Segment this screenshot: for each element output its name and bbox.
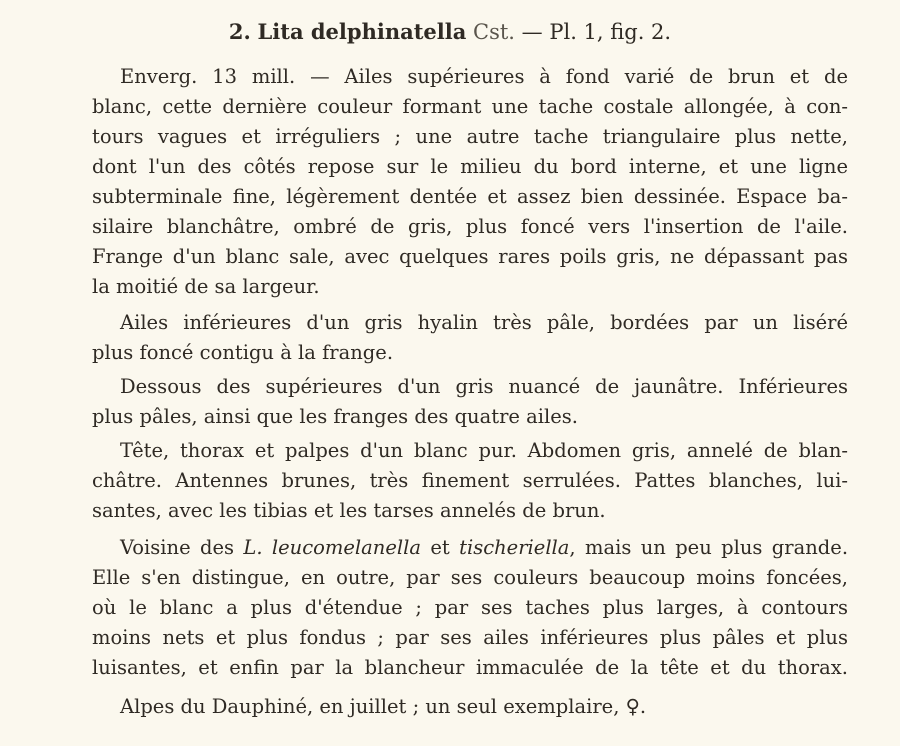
text-line: moins nets et plus fondus ; par ses ailes inférieures plus pâles et plus bbox=[92, 626, 848, 649]
plate-reference: — Pl. 1, fig. 2. bbox=[521, 20, 672, 44]
text-line: plus foncé contigu à la frange. bbox=[92, 341, 394, 364]
text-line: Alpes du Dauphiné, en juillet ; un seul exemplaire, ♀. bbox=[120, 695, 647, 718]
text-line: Ailes inférieures d'un gris hyalin très pâle, bordées par un liséré bbox=[120, 311, 848, 334]
text-line: silaire blanchâtre, ombré de gris, plus foncé vers l'insertion de l'aile. bbox=[92, 215, 848, 238]
species-heading bbox=[0, 16, 900, 48]
text-line: subterminale fine, légèrement dentée et assez bien dessinée. Espace ba- bbox=[92, 185, 848, 208]
text-line: luisantes, et enfin par la blancheur immaculée de la tête et du thorax. bbox=[92, 656, 848, 679]
text-line: tours vagues et irréguliers ; une autre tache triangulaire plus nette, bbox=[92, 125, 848, 148]
text-line bbox=[120, 533, 848, 563]
text-line: la moitié de sa largeur. bbox=[92, 275, 320, 298]
species-number: 2. bbox=[228, 19, 251, 44]
text-line: santes, avec les tibias et les tarses annelés de brun. bbox=[92, 499, 606, 522]
text-line: où le blanc a plus d'étendue ; par ses taches plus larges, à contours bbox=[92, 596, 848, 619]
species-name: Lita delphinatella bbox=[257, 19, 467, 44]
text-line: plus pâles, ainsi que les franges des quatre ailes. bbox=[92, 405, 578, 428]
text-run: , mais un peu plus grande. bbox=[569, 536, 849, 559]
text-run: et bbox=[421, 536, 460, 559]
text-run: Voisine des bbox=[120, 536, 244, 559]
species-reference: tischeriella bbox=[459, 536, 570, 559]
text-line: Elle s'en distingue, en outre, par ses couleurs beaucoup moins foncées, bbox=[92, 566, 848, 589]
text-line: Enverg. 13 mill. — Ailes supérieures à fond varié de brun et de bbox=[120, 65, 848, 88]
species-author: Cst. bbox=[473, 20, 515, 44]
text-line: Frange d'un blanc sale, avec quelques rares poils gris, ne dépassant pas bbox=[92, 245, 848, 268]
text-line: Dessous des supérieures d'un gris nuancé de jaunâtre. Inférieures bbox=[120, 375, 848, 398]
species-reference: L. leucomelanella bbox=[243, 536, 421, 559]
text-line: châtre. Antennes brunes, très finement serrulées. Pattes blanches, lui- bbox=[92, 469, 848, 492]
text-line: dont l'un des côtés repose sur le milieu du bord interne, et une ligne bbox=[92, 155, 848, 178]
text-line: blanc, cette dernière couleur formant une tache costale allongée, à con- bbox=[92, 95, 848, 118]
text-line: Tête, thorax et palpes d'un blanc pur. Abdomen gris, annelé de blan- bbox=[120, 439, 848, 462]
